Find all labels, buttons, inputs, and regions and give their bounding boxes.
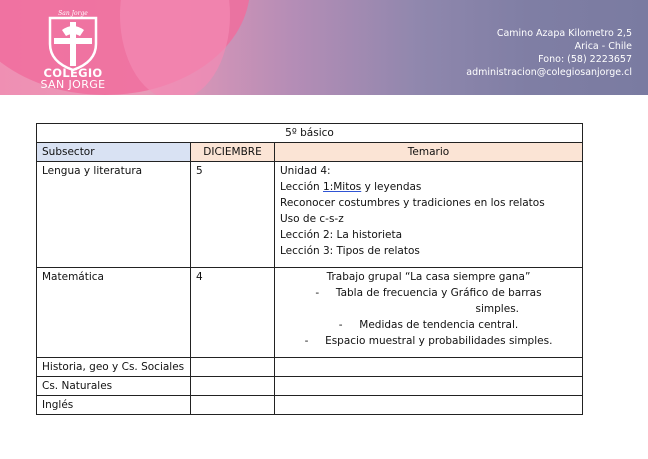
cell-diciembre bbox=[191, 377, 275, 396]
temario-text: Lección bbox=[280, 181, 324, 193]
table-title: 5º básico bbox=[37, 124, 583, 143]
temario-table bbox=[36, 123, 583, 415]
cell-temario bbox=[275, 396, 583, 415]
table-row bbox=[37, 377, 583, 396]
table-row bbox=[37, 162, 583, 268]
cell-diciembre: 5 bbox=[191, 162, 275, 268]
cell-temario bbox=[275, 377, 583, 396]
header-temario: Temario bbox=[275, 143, 583, 162]
table-row bbox=[37, 396, 583, 415]
cell-temario bbox=[275, 268, 583, 358]
brand-line-1: COLEGIO bbox=[43, 66, 103, 80]
cell-diciembre: 4 bbox=[191, 268, 275, 358]
table-title-row bbox=[37, 124, 583, 143]
contact-info bbox=[466, 27, 632, 79]
crest-text: San Jorge bbox=[58, 10, 88, 17]
header-banner bbox=[0, 0, 648, 95]
header-subsector: Subsector bbox=[37, 143, 191, 162]
cell-diciembre bbox=[191, 396, 275, 415]
school-crest-icon bbox=[44, 8, 102, 72]
table-row bbox=[37, 358, 583, 377]
cell-subsector: Historia, geo y Cs. Sociales bbox=[37, 358, 191, 377]
temario-link-text: 1:Mitos bbox=[323, 181, 362, 193]
cell-temario bbox=[275, 162, 583, 268]
temario-line: Lección 2: La historieta bbox=[280, 229, 403, 241]
cell-diciembre bbox=[191, 358, 275, 377]
temario-text: y leyendas bbox=[361, 181, 422, 193]
contact-address: Camino Azapa Kilometro 2,5 bbox=[496, 28, 632, 39]
cell-subsector: Lengua y literatura bbox=[37, 162, 191, 268]
brand-line-2: SAN JORGE bbox=[40, 78, 106, 91]
temario-bullet: - Tabla de frecuencia y Gráfico de barras bbox=[315, 287, 542, 299]
contact-city: Arica - Chile bbox=[574, 41, 632, 52]
table-row bbox=[37, 268, 583, 358]
temario-line: Unidad 4: bbox=[280, 165, 331, 177]
header-diciembre: DICIEMBRE bbox=[191, 143, 275, 162]
contact-email[interactable]: administracion@colegiosanjorge.cl bbox=[466, 67, 632, 78]
temario-bullet: - Medidas de tendencia central. bbox=[338, 319, 519, 331]
table-header-row bbox=[37, 143, 583, 162]
temario-bullet-continued: simples. bbox=[475, 303, 519, 315]
cell-subsector: Cs. Naturales bbox=[37, 377, 191, 396]
cell-subsector: Inglés bbox=[37, 396, 191, 415]
cell-subsector: Matemática bbox=[37, 268, 191, 358]
temario-line: Lección 3: Tipos de relatos bbox=[280, 245, 420, 257]
contact-phone: Fono: (58) 2223657 bbox=[538, 54, 632, 65]
cell-temario bbox=[275, 358, 583, 377]
temario-line bbox=[280, 179, 577, 195]
temario-line: Uso de c-s-z bbox=[280, 213, 344, 225]
temario-bullet: - Espacio muestral y probabilidades simples. bbox=[304, 335, 553, 347]
temario-line: Reconocer costumbres y tradiciones en los relatos bbox=[280, 197, 545, 209]
temario-line: Trabajo grupal “La casa siempre gana” bbox=[326, 271, 531, 283]
